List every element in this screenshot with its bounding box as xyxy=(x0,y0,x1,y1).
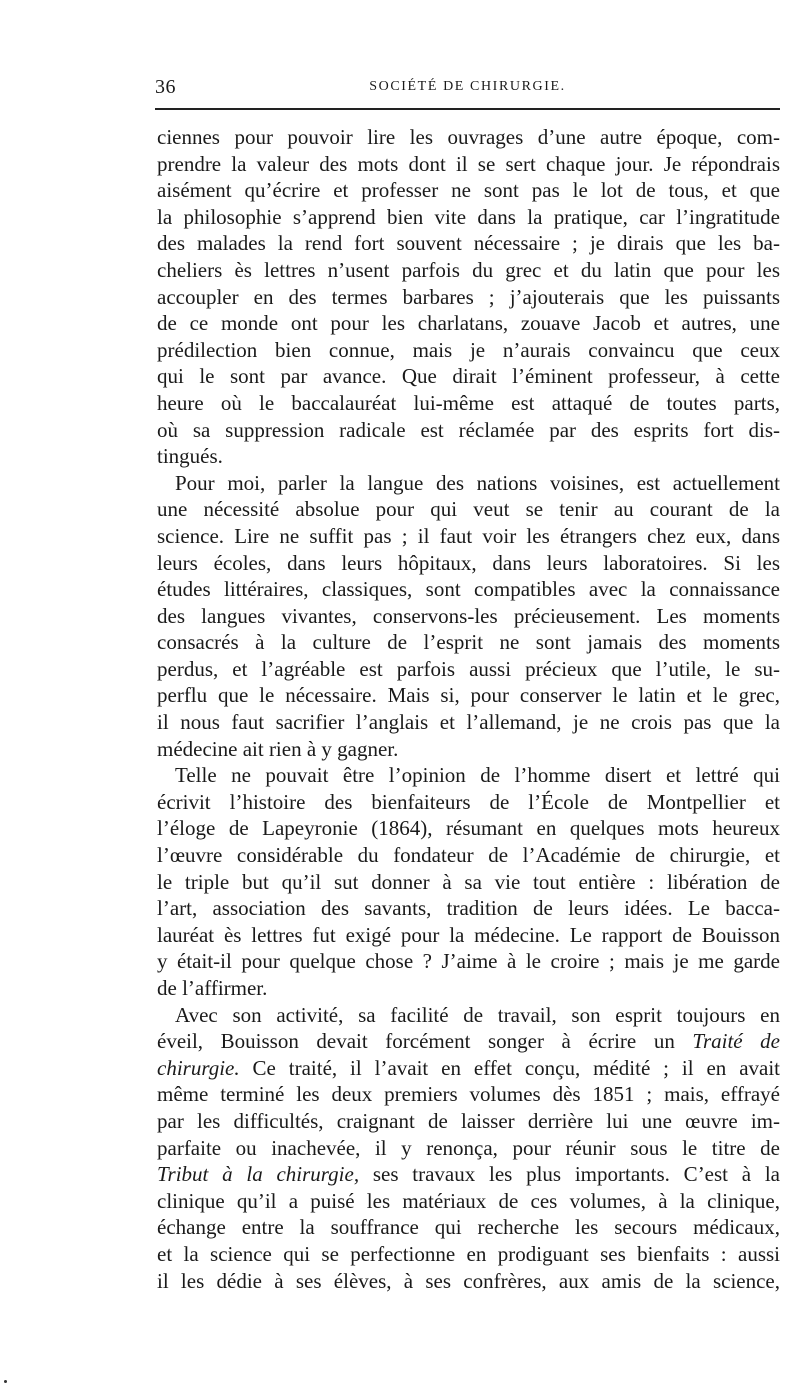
text-line xyxy=(157,1028,780,1055)
text-line: des malades la rend fort souvent nécessaire ; je dirais que les ba- xyxy=(157,231,780,256)
text-line: accoupler en des termes barbares ; j’ajouterais que les puissants xyxy=(157,284,780,309)
text-line: de l’affirmer. xyxy=(157,976,268,1000)
text-line: l’éloge de Lapeyronie (1864), résumant en quelques mots heureux xyxy=(157,816,780,841)
text-line xyxy=(157,1161,780,1188)
text-line: où sa suppression radicale est réclamée par des esprits fort dis- xyxy=(157,417,780,442)
text-line: des langues vivantes, conservons-les précieusement. Les moments xyxy=(157,603,780,628)
text-line: le triple but qu’il sut donner à sa vie tout entière : libération de xyxy=(157,869,780,894)
text-line: clinique qu’il a puisé les matériaux de ces volumes, à la clinique, xyxy=(157,1188,780,1213)
text-line: l’œuvre considérable du fondateur de l’Académie de chirurgie, et xyxy=(157,843,780,868)
text-line: prédilection bien connue, mais je n’aurais convaincu que ceux xyxy=(157,337,780,362)
text-line: la philosophie s’apprend bien vite dans la pratique, car l’ingratitude xyxy=(157,204,780,229)
text-line: heure où le baccalauréat lui-même est attaqué de toutes parts, xyxy=(157,390,780,415)
page-number: 36 xyxy=(155,76,176,98)
book-title: Traité de xyxy=(692,1029,781,1054)
header-rule xyxy=(155,108,780,110)
text-line: et la science qui se perfectionne en prodiguant ses bienfaits : aussi xyxy=(157,1241,780,1266)
text-line: une nécessité absolue pour qui veut se tenir au courant de la xyxy=(157,497,780,522)
text-line: science. Lire ne suffit pas ; il faut voir les étrangers chez eux, dans xyxy=(157,523,780,548)
text-line: médecine ait rien à y gagner. xyxy=(157,736,399,761)
text-line: y était-il pour quelque chose ? J’aime à le croire ; mais je me garde xyxy=(157,949,780,974)
running-title: SOCIÉTÉ DE CHIRURGIE. xyxy=(369,79,566,94)
text-line: prendre la valeur des mots dont il se sert chaque jour. Je répondrais xyxy=(157,151,780,176)
text-line: l’art, association des savants, tradition de leurs idées. Le bacca- xyxy=(157,896,780,921)
text-line: perdus, et l’agréable est parfois aussi précieux que l’utile, le su- xyxy=(157,656,780,681)
text-line: qui le sont par avance. Que dirait l’éminent professeur, à cette xyxy=(157,364,780,389)
text-line: même terminé les deux premiers volumes dès 1851 ; mais, effrayé xyxy=(157,1082,780,1107)
text-line: écrivit l’histoire des bienfaiteurs de l’École de Montpellier et xyxy=(157,789,780,814)
text-line: Telle ne pouvait être l’opinion de l’homme disert et lettré qui xyxy=(175,763,780,788)
text-run: ses travaux les plus importants. C’est à la xyxy=(372,1162,780,1187)
text-line: études littéraires, classiques, sont compatibles avec la connaissance xyxy=(157,577,780,602)
text-line: lauréat ès lettres fut exigé pour la médecine. Le rapport de Bouisson xyxy=(157,922,780,947)
text-line: il les dédie à ses élèves, à ses confrères, aux amis de la science, xyxy=(157,1268,780,1293)
text-line: de ce monde ont pour les charlatans, zouave Jacob et autres, une xyxy=(157,311,780,336)
text-line xyxy=(157,1055,780,1082)
text-line: aisément qu’écrire et professer ne sont pas le lot de tous, et que xyxy=(157,178,780,203)
text-line: il nous faut sacrifier l’anglais et l’allemand, je ne crois pas que la xyxy=(157,710,780,735)
text-line: tingués. xyxy=(157,444,223,469)
text-run: éveil, Bouisson devait forcément songer à écrire un xyxy=(157,1029,675,1054)
text-line: par les difficultés, craignant de laisser derrière lui une œuvre im- xyxy=(157,1108,780,1133)
text-line: ciennes pour pouvoir lire les ouvrages d’une autre époque, com- xyxy=(157,125,780,149)
book-title: chirurgie. xyxy=(157,1055,240,1080)
text-line: leurs écoles, dans leurs hôpitaux, dans leurs laboratoires. Si les xyxy=(157,550,780,575)
text-line: consacrés à la culture de l’esprit ne sont jamais des moments xyxy=(157,630,780,655)
scan-speck xyxy=(4,1380,7,1383)
text-line: parfaite ou inachevée, il y renonça, pour réunir sous le titre de xyxy=(157,1135,780,1160)
running-head xyxy=(155,76,780,98)
text-run: Ce traité, il l’avait en effet conçu, médité ; il en avait xyxy=(252,1055,780,1080)
text-line: perflu que le nécessaire. Mais si, pour conserver le latin et le grec, xyxy=(157,683,780,708)
text-line: cheliers ès lettres n’usent parfois du grec et du latin que pour les xyxy=(157,257,780,282)
body-text xyxy=(157,124,780,1294)
text-line: Pour moi, parler la langue des nations voisines, est actuellement xyxy=(175,470,780,495)
text-line: échange entre la souffrance qui recherche les secours médicaux, xyxy=(157,1215,780,1240)
text-line: Avec son activité, sa facilité de travail, son esprit toujours en xyxy=(175,1002,780,1027)
book-title: Tribut à la chirurgie, xyxy=(157,1162,360,1187)
